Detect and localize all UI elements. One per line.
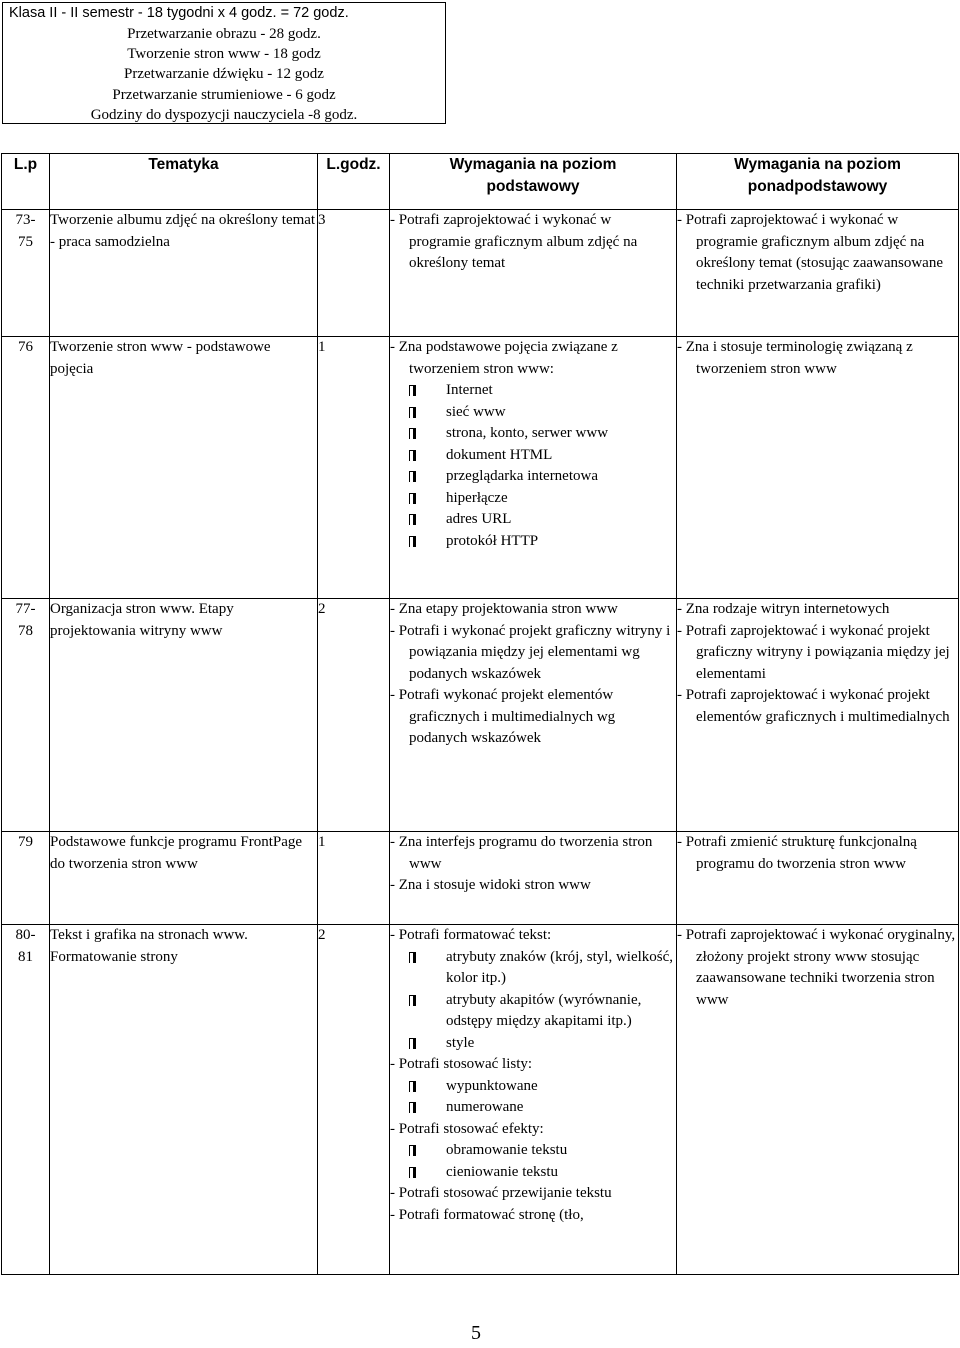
topic-cell: Tworzenie albumu zdjęć na określony temat - praca samodzielna xyxy=(50,210,318,337)
bullet-item: dokument HTML xyxy=(446,445,676,467)
bullet-item: strona, konto, serwer www xyxy=(446,423,676,445)
header-line: ponadpodstawowy xyxy=(747,177,888,195)
header-lp: L.p xyxy=(2,154,50,210)
row-number-line: 79 xyxy=(18,834,33,850)
bullet-item: przeglądarka internetowa xyxy=(446,466,676,488)
row-number-line: 73- xyxy=(15,212,36,228)
requirement-item: - Potrafi formatować tekst: xyxy=(390,927,552,943)
row-number xyxy=(2,925,50,1275)
summary-line: Godziny do dyspozycji nauczyciela -8 godz. xyxy=(90,106,358,123)
topic-cell: Tworzenie stron www - podstawowe pojęcia xyxy=(50,337,318,599)
table-row xyxy=(2,210,959,337)
class-summary-line: Klasa II - II semestr - 18 tygodni x 4 godz. = 72 godz. xyxy=(9,5,349,21)
summary-line: Przetwarzanie obrazu - 28 godz. xyxy=(127,26,321,42)
summary-line: Przetwarzanie dźwięku - 12 godz xyxy=(124,66,324,83)
bullet-item: sieć www xyxy=(446,402,676,424)
bullet-item: cieniowanie tekstu xyxy=(446,1162,676,1184)
basic-requirements-cell xyxy=(390,925,677,1275)
row-number-line: 77- xyxy=(15,601,36,617)
basic-requirements-cell xyxy=(390,337,677,599)
row-number xyxy=(2,599,50,832)
requirement-item: - Potrafi stosować efekty: xyxy=(390,1120,544,1137)
advanced-requirements-cell xyxy=(677,925,959,1275)
row-number xyxy=(2,832,50,925)
summary-line: Przetwarzanie strumieniowe - 6 godz xyxy=(112,86,336,103)
row-number xyxy=(2,210,50,337)
requirement-item: - Zna etapy projektowania stron www xyxy=(390,601,618,617)
row-number-line: 75 xyxy=(18,233,33,250)
bullet-item: atrybuty znaków (krój, styl, wielkość, kolor itp.) xyxy=(446,947,676,990)
requirement-item: - Potrafi zaprojektować i wykonać oryginalny, złożony projekt strony www stosując zaawansowane techniki tworzenia stron www xyxy=(677,927,956,1008)
summary-line: Tworzenie stron www - 18 godz xyxy=(127,46,321,63)
topic-cell: Podstawowe funkcje programu FrontPage do tworzenia stron www xyxy=(50,832,318,925)
row-number-line: 78 xyxy=(18,622,33,639)
requirement-item: - Potrafi zaprojektować i wykonać w programie graficznym album zdjęć na określony temat (stosując zaawansowane techniki przetwarzania grafiki) xyxy=(677,212,943,293)
requirement-item: - Potrafi stosować listy: xyxy=(390,1056,533,1072)
bullet-item: obramowanie tekstu xyxy=(446,1140,676,1162)
hours-cell: 2 xyxy=(318,599,390,832)
bullet-item: hiperłącze xyxy=(446,488,676,510)
bullet-item: protokół HTTP xyxy=(446,531,676,553)
hours-cell: 1 xyxy=(318,337,390,599)
requirement-item: - Potrafi wykonać projekt elementów graficznych i multimedialnych wg podanych wskazówek xyxy=(390,687,616,746)
requirement-item: - Potrafi zaprojektować i wykonać projekt graficzny witryny i powiązania między jej elementami xyxy=(677,622,950,682)
header-godz: L.godz. xyxy=(318,154,390,210)
requirement-item: - Potrafi zaprojektować i wykonać projekt elementów graficznych i multimedialnych xyxy=(677,687,950,725)
basic-requirements-cell xyxy=(390,210,677,337)
header-line: Wymagania na poziom xyxy=(734,156,901,173)
table-row xyxy=(2,832,959,925)
requirement-item: - Zna rodzaje witryn internetowych xyxy=(677,601,890,617)
requirement-item: - Potrafi i wykonać projekt graficzny witryny i powiązania między jej elementami wg podanych wskazówek xyxy=(390,622,671,682)
requirement-item: - Potrafi zmienić strukturę funkcjonalną programu do tworzenia stron www xyxy=(677,834,917,872)
advanced-requirements-cell xyxy=(677,599,959,832)
header-line: Wymagania na poziom xyxy=(449,156,617,173)
requirement-item: - Potrafi zaprojektować i wykonać w programie graficznym album zdjęć na określony temat xyxy=(390,212,638,271)
advanced-requirements-cell xyxy=(677,832,959,925)
hours-cell: 1 xyxy=(318,832,390,925)
row-number-line: 81 xyxy=(18,948,33,965)
hours-cell: 2 xyxy=(318,925,390,1275)
requirement-item: - Potrafi formatować stronę (tło, xyxy=(390,1206,584,1223)
advanced-requirements-cell xyxy=(677,337,959,599)
bullet-item: numerowane xyxy=(446,1097,676,1119)
advanced-requirements-cell xyxy=(677,210,959,337)
course-summary-box xyxy=(2,2,446,124)
table-row xyxy=(2,337,959,599)
table-header-row xyxy=(2,154,959,210)
bullet-item: Internet xyxy=(446,380,676,402)
topic-cell: Organizacja stron www. Etapy projektowania witryny www xyxy=(50,599,318,832)
row-number-line: 80- xyxy=(15,927,36,943)
curriculum-table xyxy=(1,153,959,1275)
requirement-item: - Zna i stosuje widoki stron www xyxy=(390,877,591,893)
table-row xyxy=(2,599,959,832)
header-tematyka: Tematyka xyxy=(50,154,318,210)
bullet-item: wypunktowane xyxy=(446,1076,676,1098)
header-line: podstawowy xyxy=(486,177,580,195)
page-number: 5 xyxy=(471,1322,481,1344)
requirement-item: - Zna interfejs programu do tworzenia stron www xyxy=(390,834,653,872)
bullet-item: adres URL xyxy=(446,509,676,531)
requirement-item: - Zna i stosuje terminologię związaną z tworzeniem stron www xyxy=(677,339,913,377)
requirement-item: - Zna podstawowe pojęcia związane z tworzeniem stron www: xyxy=(390,339,618,377)
topic-cell: Tekst i grafika na stronach www. Formatowanie strony xyxy=(50,925,318,1275)
header-wymagania-ponadpodstawowe xyxy=(677,154,959,210)
basic-requirements-cell xyxy=(390,599,677,832)
table-row xyxy=(2,925,959,1275)
row-number-line: 76 xyxy=(18,339,33,355)
hours-cell: 3 xyxy=(318,210,390,337)
bullet-item: atrybuty akapitów (wyrównanie, odstępy między akapitami itp.) xyxy=(446,990,676,1033)
bullet-item: style xyxy=(446,1033,676,1055)
basic-requirements-cell xyxy=(390,832,677,925)
header-wymagania-podstawowe xyxy=(390,154,677,210)
row-number xyxy=(2,337,50,599)
requirement-item: - Potrafi stosować przewijanie tekstu xyxy=(390,1185,612,1201)
